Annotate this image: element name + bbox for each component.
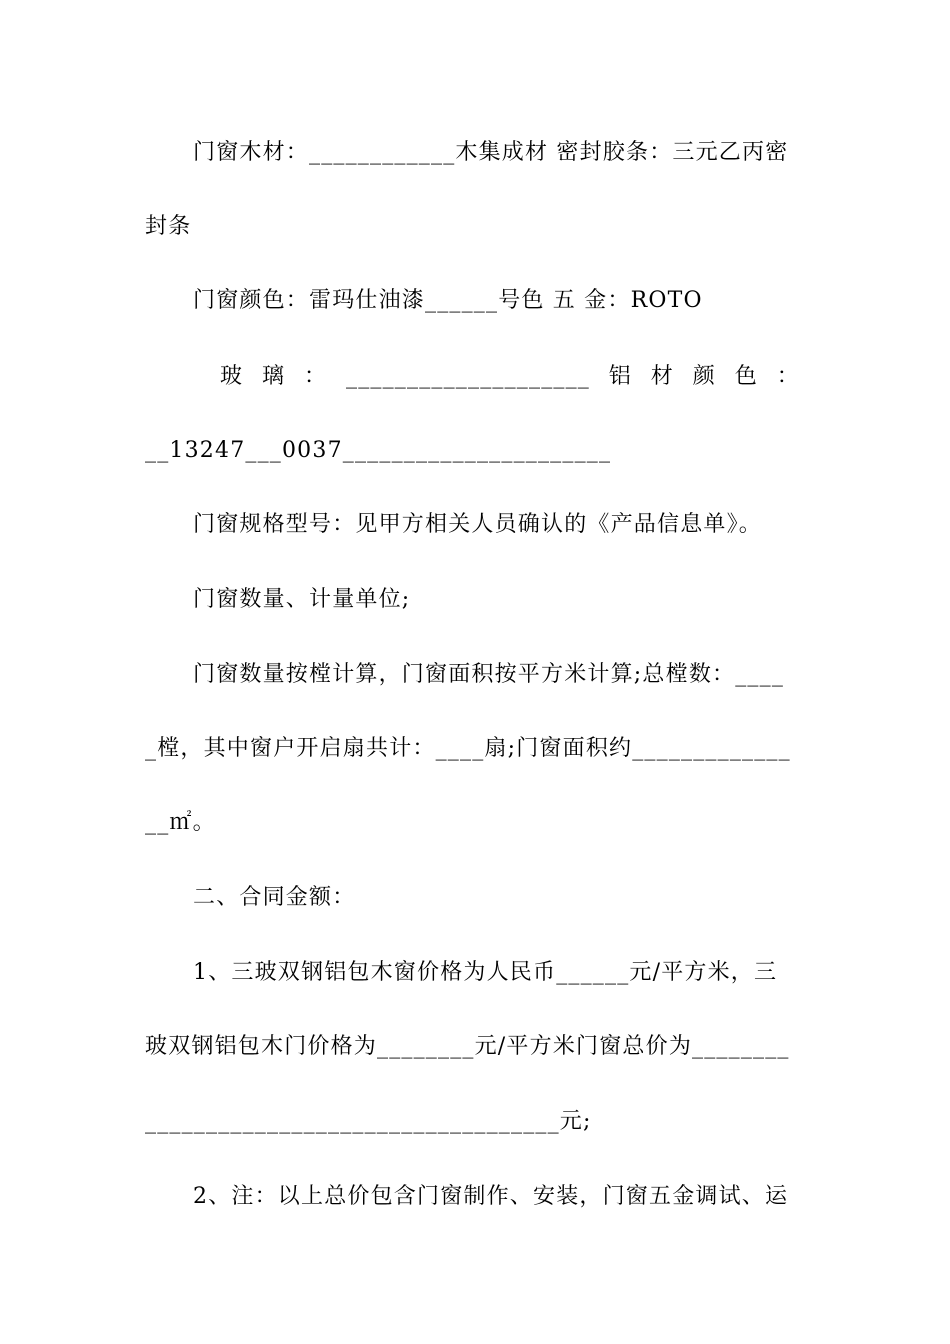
glass-blank: ____________________ (346, 364, 590, 389)
paragraph-note-2: 2、注：以上总价包含门窗制作、安装，门窗五金调试、运 (193, 1184, 789, 1209)
glass-label-char-2: 璃 (262, 364, 286, 389)
paragraph-quantity-calc-cont: _樘，其中窗户开启扇共计：____扇;门窗面积约_____________ (145, 736, 791, 761)
aluminum-label-colon: ： (776, 364, 800, 389)
aluminum-label-char-2: 材 (650, 364, 674, 389)
paragraph-price-1: 1、三玻双钢铝包木窗价格为人民币______元/平方米，三 (193, 960, 778, 985)
paragraph-spec-model: 门窗规格型号：见甲方相关人员确认的《产品信息单》。 (193, 512, 763, 537)
glass-label-colon: ： (304, 364, 328, 389)
paragraph-quantity-calc: 门窗数量按樘计算，门窗面积按平方米计算;总樘数：____ (193, 662, 785, 687)
paragraph-aluminum-color-value: __13247___0037______________________ (145, 438, 612, 463)
section-heading-contract-amount: 二、合同金额： (193, 885, 356, 910)
glass-label-char-1: 玻 (220, 364, 244, 389)
aluminum-label-char-4: 色 (734, 364, 758, 389)
paragraph-glass-line (220, 362, 800, 392)
paragraph-quantity-calc-end: __㎡。 (145, 810, 216, 835)
paragraph-quantity-unit: 门窗数量、计量单位; (193, 587, 411, 612)
paragraph-price-1-cont: 玻双钢铝包木门价格为________元/平方米门窗总价为________ (145, 1034, 790, 1059)
aluminum-label-char-3: 颜 (692, 364, 716, 389)
paragraph-price-1-end: __________________________________元; (145, 1109, 592, 1134)
aluminum-label-char-1: 铝 (608, 364, 632, 389)
paragraph-color-line: 门窗颜色：雷玛仕油漆______号色 五 金：ROTO (193, 288, 703, 313)
paragraph-material-line-cont: 封条 (145, 214, 192, 239)
paragraph-material-line: 门窗木材：____________木集成材 密封胶条：三元乙丙密 (193, 140, 789, 165)
